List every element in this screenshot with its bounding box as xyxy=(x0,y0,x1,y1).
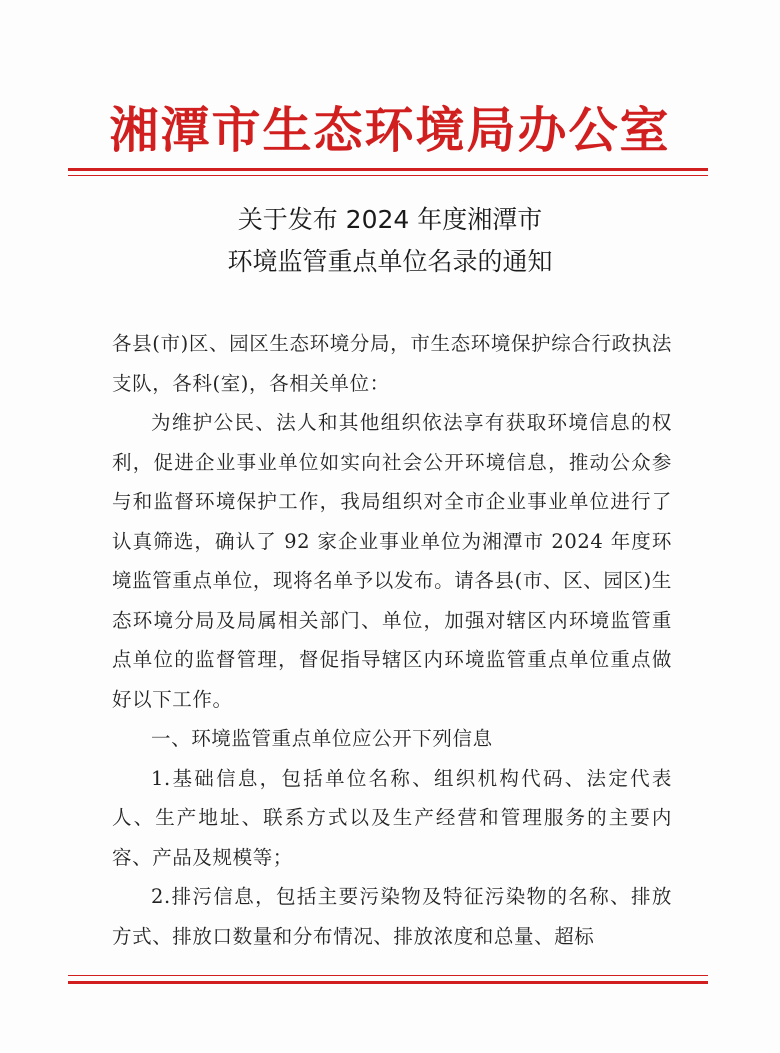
list-item-basic-info: 1.基础信息，包括单位名称、组织机构代码、法定代表人、生产地址、联系方式以及生产经营和管理服务的主要内容、产品及规模等； xyxy=(112,766,672,869)
paragraph-intro: 为维护公民、法人和其他组织依法享有获取环境信息的权利，促进企业事业单位如实向社会公开环境信息，推动公众参与和监督环境保护工作，我局组织对全市企业事业单位进行了认真筛选，确认了 92 家企业事业单位为湘潭市 2024 年度环境监管重点单位，现将名单予以发布。请各县(市、区、园区)生态环境分局及局属相关部门、单位，加强对辖区内环境监管重点单位的监督管理，督促指导辖区内环境监管重点单位重点做好以下工作。 xyxy=(112,411,672,711)
issuing-office-header: 湘潭市生态环境局办公室 xyxy=(109,101,671,159)
notice-title-line-2: 环境监管重点单位名录的通知 xyxy=(227,247,553,276)
header-red-rule-thin xyxy=(68,175,708,176)
list-item-discharge-info: 2.排污信息，包括主要污染物及特征污染物的名称、排放方式、排放口数量和分布情况、排放浓度和总量、超标 xyxy=(112,885,672,948)
footer-red-rule-thin xyxy=(68,975,708,976)
salutation: 各县(市)区、园区生态环境分局，市生态环境保护综合行政执法支队，各科(室)，各相关单位： xyxy=(112,332,672,395)
header-red-rule-thick xyxy=(68,168,708,171)
section-heading-1: 一、环境监管重点单位应公开下列信息 xyxy=(151,727,493,750)
notice-title-line-1: 关于发布 2024 年度湘潭市 xyxy=(237,205,543,234)
footer-red-rule-thick xyxy=(68,981,708,984)
notice-body xyxy=(112,324,672,956)
